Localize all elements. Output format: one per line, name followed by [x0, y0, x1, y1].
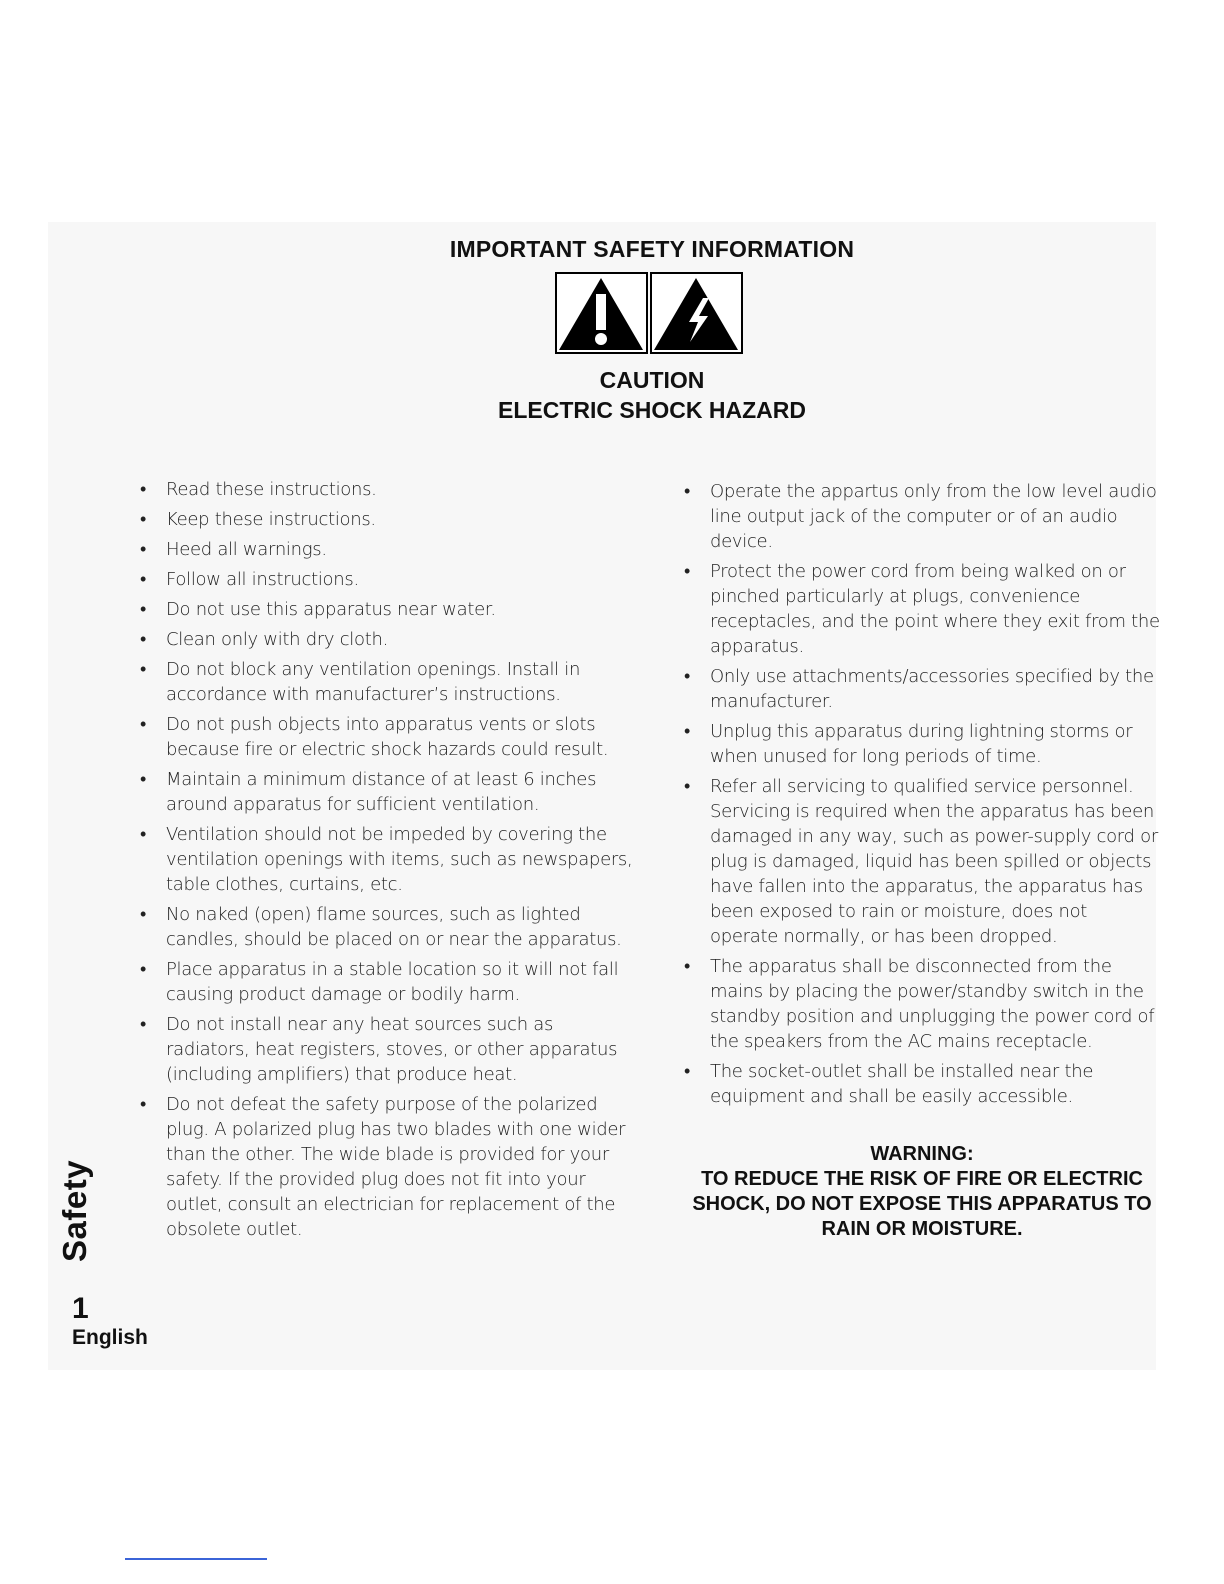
list-item: • Keep these instructions.: [136, 507, 636, 532]
caution-heading: CAUTION: [599, 367, 705, 393]
list-item: • Do not push objects into apparatus vents or slots because fire or electric shock hazards could result.: [136, 712, 636, 762]
warning-text: TO REDUCE THE RISK OF FIRE OR ELECTRIC SHOCK, DO NOT EXPOSE THIS APPARATUS TO RAIN OR MOISTURE.: [692, 1168, 1152, 1240]
list-item: • Heed all warnings.: [136, 537, 636, 562]
list-item: • Do not block any ventilation openings. Install in accordance with manufacturer’s instructions.: [136, 657, 636, 707]
language-label: English: [72, 1326, 148, 1349]
hazard-heading: ELECTRIC SHOCK HAZARD: [498, 397, 806, 423]
footer-rule: [125, 1558, 267, 1560]
right-instructions-list: [680, 479, 1160, 1114]
left-instructions-list: [136, 477, 636, 1247]
section-tab-label: Safety: [56, 1159, 93, 1262]
page-number: 1: [72, 1292, 89, 1325]
list-item: • Ventilation should not be impeded by covering the ventilation openings with items, such as newspapers, table clothes, curtains, etc.: [136, 822, 636, 897]
list-item: • Operate the appartus only from the low level audio line output jack of the computer or of an audio device.: [680, 479, 1160, 554]
list-item: • Read these instructions.: [136, 477, 636, 502]
list-item: • The socket-outlet shall be installed near the equipment and shall be easily accessible.: [680, 1059, 1160, 1109]
list-item: • Follow all instructions.: [136, 567, 636, 592]
warning-heading: WARNING:: [870, 1143, 974, 1165]
list-item: • Only use attachments/accessories specified by the manufacturer.: [680, 664, 1160, 714]
list-item: • Do not defeat the safety purpose of the polarized plug. A polarized plug has two blades with one wider than the other. The wide blade is provided for your safety. If the provided plug does not fit into your outlet, consult an electrician for replacement of the obsolete outlet.: [136, 1092, 636, 1242]
list-item: • Clean only with dry cloth.: [136, 627, 636, 652]
list-item: • Unplug this apparatus during lightning storms or when unused for long periods of time.: [680, 719, 1160, 769]
list-item: • The apparatus shall be disconnected from the mains by placing the power/standby switch in the standby position and unplugging the power cord of the speakers from the AC mains receptacle.: [680, 954, 1160, 1054]
lightning-warning-icon: [651, 273, 742, 353]
page-title: IMPORTANT SAFETY INFORMATION: [449, 236, 855, 262]
warning-symbols: [555, 272, 743, 354]
list-item: • No naked (open) flame sources, such as lighted candles, should be placed on or near the apparatus.: [136, 902, 636, 952]
list-item: • Do not use this apparatus near water.: [136, 597, 636, 622]
list-item: • Refer all servicing to qualified service personnel. Servicing is required when the apparatus has been damaged in any way, such as power-supply cord or plug is damaged, liquid has been spilled or objects have fallen into the apparatus, the apparatus has been exposed to rain or moisture, does not operate normally, or has been dropped.: [680, 774, 1160, 949]
list-item: • Maintain a minimum distance of at least 6 inches around apparatus for sufficient ventilation.: [136, 767, 636, 817]
list-item: • Do not install near any heat sources such as radiators, heat registers, stoves, or other apparatus (including amplifiers) that produce heat.: [136, 1012, 636, 1087]
warning-block: [672, 1142, 1172, 1242]
list-item: • Protect the power cord from being walked on or pinched particularly at plugs, convenience receptacles, and the point where they exit from the apparatus.: [680, 559, 1160, 659]
exclamation-warning-icon: [556, 273, 647, 353]
list-item: • Place apparatus in a stable location so it will not fall causing product damage or bodily harm.: [136, 957, 636, 1007]
